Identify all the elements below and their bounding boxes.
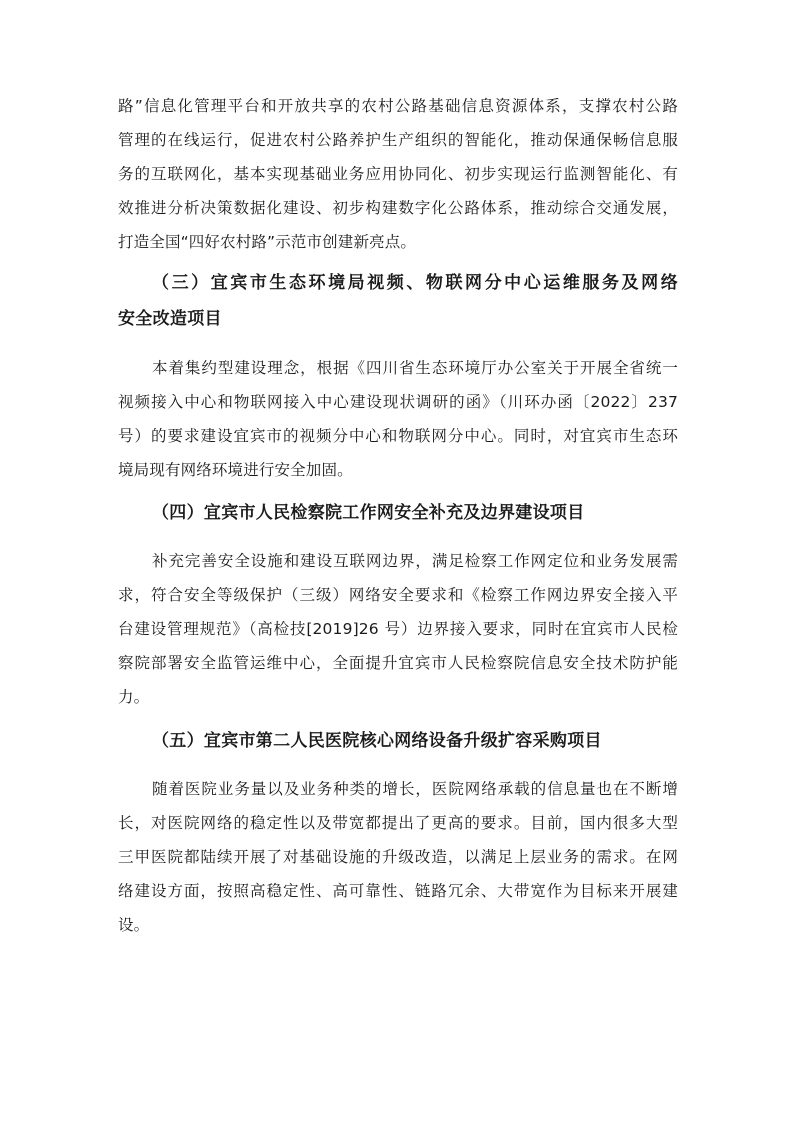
paragraph-line: 设。 — [118, 916, 150, 934]
paragraph-line: 打造全国“四好农村路”示范市创建新亮点。 — [118, 233, 417, 251]
paragraph-line: 力。 — [118, 688, 150, 706]
paragraph-line: 络建设方面，按照高稳定性、高可靠性、链路冗余、大带宽作为目标来开展建 — [118, 882, 678, 900]
paragraph-line: 察院部署安全监管运维中心，全面提升宜宾市人民检察院信息安全技术防护能 — [118, 654, 678, 672]
paragraph-line: 长，对医院网络的稳定性以及带宽都提出了更高的要求。目前，国内很多大型 — [118, 814, 678, 832]
paragraph-line: 境局现有网络环境进行安全加固。 — [118, 461, 353, 479]
paragraph-line: 随着医院业务量以及业务种类的增长，医院网络承载的信息量也在不断增 — [152, 780, 678, 798]
paragraph-line: 台建设管理规范》（高检技[2019]26 号）边界接入要求，同时在宜宾市人民检 — [118, 620, 678, 638]
paragraph-line: 三甲医院都陆续开展了对基础设施的升级改造，以满足上层业务的需求。在网 — [118, 848, 678, 866]
section-heading-4: （四）宜宾市人民检察院工作网安全补充及边界建设项目 — [152, 503, 585, 523]
paragraph-line: 求，符合安全等级保护（三级）网络安全要求和《检察工作网边界安全接入平 — [118, 586, 678, 604]
section-heading-5: （五）宜宾市第二人民医院核心网络设备升级扩容采购项目 — [152, 731, 602, 751]
section-heading-3-cont: 安全改造项目 — [118, 309, 222, 329]
paragraph-line: 补充完善安全设施和建设互联网边界，满足检察工作网定位和业务发展需 — [152, 552, 678, 570]
paragraph-line: 务的互联网化，基本实现基础业务应用协同化、初步实现运行监测智能化、有 — [118, 165, 678, 183]
paragraph-line: 号）的要求建设宜宾市的视频分中心和物联网分中心。同时，对宜宾市生态环 — [118, 427, 678, 445]
paragraph-line: 路”信息化管理平台和开放共享的农村公路基础信息资源体系，支撑农村公路 — [118, 97, 678, 115]
paragraph-line: 管理的在线运行，促进农村公路养护生产组织的智能化，推动保通保畅信息服 — [118, 131, 678, 149]
section-heading-3: （三）宜宾市生态环境局视频、物联网分中心运维服务及网络 — [152, 273, 678, 293]
paragraph-line: 视频接入中心和物联网接入中心建设现状调研的函》（川环办函〔2022〕237 — [118, 393, 678, 411]
paragraph-line: 效推进分析决策数据化建设、初步构建数字化公路体系，推动综合交通发展， — [118, 199, 678, 217]
paragraph-line: 本着集约型建设理念，根据《四川省生态环境厅办公室关于开展全省统一 — [152, 359, 678, 377]
